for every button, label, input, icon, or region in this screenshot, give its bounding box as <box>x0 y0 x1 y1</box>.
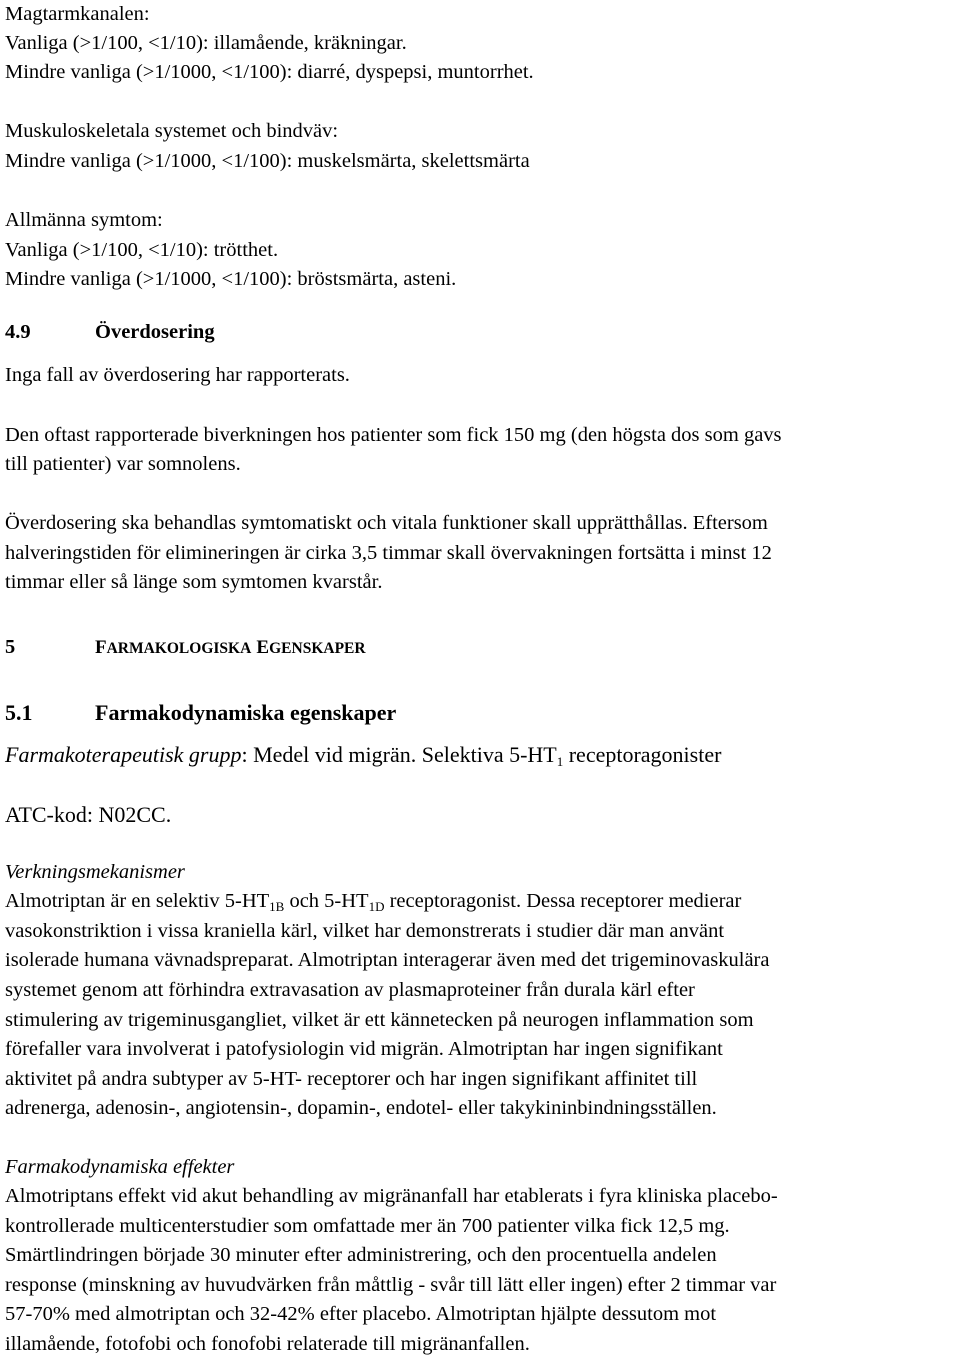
gi-uncommon: Mindre vanliga (>1/1000, <1/100): diarré, dyspepsi, muntorrhet. <box>5 61 534 83</box>
effects-line: 57-70% med almotriptan och 32-42% efter placebo. Almotriptan hjälpte dessutom mot <box>5 1303 717 1325</box>
general-heading: Allmänna symtom: <box>5 209 163 231</box>
section-5-1-heading <box>5 702 396 724</box>
effects-line: illamående, fotofobi och fonofobi relaterade till migränanfallen. <box>5 1333 530 1355</box>
section-title: Överdosering <box>95 321 215 343</box>
section-4-9-heading <box>5 322 215 343</box>
atc-code: ATC-kod: N02CC. <box>5 802 172 827</box>
effects-line: response (minskning av huvudvärken från måttlig - svår till lätt eller ingen) efter 2 timmar var <box>5 1274 777 1296</box>
overdose-p2-line: Den oftast rapporterade biverkningen hos patienter som fick 150 mg (den högsta dos som gavs <box>5 424 782 446</box>
gi-common: Vanliga (>1/100, <1/10): illamående, kräkningar. <box>5 32 407 54</box>
mechanism-line: vasokonstriktion i vissa kraniella kärl, vilket har demonstrerats i studier där man använt <box>5 920 725 942</box>
overdose-p3-line: timmar eller så länge som symtomen kvarstår. <box>5 571 383 593</box>
section-number: 5.1 <box>5 700 33 725</box>
mechanism-line: Almotriptan är en selektiv $5-HT_{1B}$ och $5-HT_{1D}$ receptoragonist. Dessa receptorer medierar <box>5 890 742 914</box>
general-uncommon: Mindre vanliga (>1/1000, <1/100): bröstsmärta, asteni. <box>5 268 457 290</box>
overdose-p2-line: till patienter) var somnolens. <box>5 453 241 475</box>
effects-line: Almotriptans effekt vid akut behandling av migränanfall har etablerats i fyra kliniska placebo- <box>5 1185 778 1207</box>
overdose-p1: Inga fall av överdosering har rapporterats. <box>5 364 350 386</box>
section-number: 5 <box>5 636 16 658</box>
mechanism-line: stimulering av trigeminusgangliet, vilket är ett kännetecken på neurogen inflammation som <box>5 1009 754 1031</box>
pharmacotherapeutic-group: Farmakoterapeutisk grupp: Medel vid migrän. Selektiva $5-HT_1$ receptoragonister <box>5 742 722 769</box>
mechanism-line: isolerade humana vävnadspreparat. Almotriptan interagerar även med det trigeminovaskulära <box>5 949 770 971</box>
effects-line: kontrollerade multicenterstudier som omfattade mer än 700 patienter vilka fick 12,5 mg. <box>5 1215 730 1237</box>
gi-heading: Magtarmkanalen: <box>5 3 150 25</box>
mechanism-line: systemet genom att förhindra extravasation av plasmaproteiner från durala kärl efter <box>5 979 695 1001</box>
overdose-p3-line: halveringstiden för elimineringen är cirka 3,5 timmar skall övervakningen fortsätta i minst 12 <box>5 542 772 564</box>
mechanism-line: förefaller vara involverat i patofysiologin vid migrän. Almotriptan har ingen signifikant <box>5 1038 723 1060</box>
musculo-heading: Muskuloskeletala systemet och bindväv: <box>5 120 339 142</box>
section-5-heading: 5 FARMAKOLOGISKA EGENSKAPER <box>5 636 366 658</box>
mechanism-line: adrenerga, adenosin-, angiotensin-, dopamin-, endotel- eller takykininbindningsställen. <box>5 1097 717 1119</box>
section-title: Farmakodynamiska egenskaper <box>95 700 397 725</box>
effects-line: Smärtlindringen började 30 minuter efter administrering, och den procentuella andelen <box>5 1244 717 1266</box>
mechanism-heading: Verkningsmekanismer <box>5 861 185 883</box>
general-common: Vanliga (>1/100, <1/10): trötthet. <box>5 239 279 261</box>
effects-heading: Farmakodynamiska effekter <box>5 1156 235 1178</box>
section-number: 4.9 <box>5 321 31 343</box>
overdose-p3-line: Överdosering ska behandlas symtomatiskt och vitala funktioner skall upprätthållas. Eftersom <box>5 512 768 534</box>
mechanism-line: aktivitet på andra subtyper av 5-HT- receptorer och har ingen signifikant affinitet till <box>5 1068 698 1090</box>
musculo-uncommon: Mindre vanliga (>1/1000, <1/100): muskelsmärta, skelettsmärta <box>5 150 530 172</box>
